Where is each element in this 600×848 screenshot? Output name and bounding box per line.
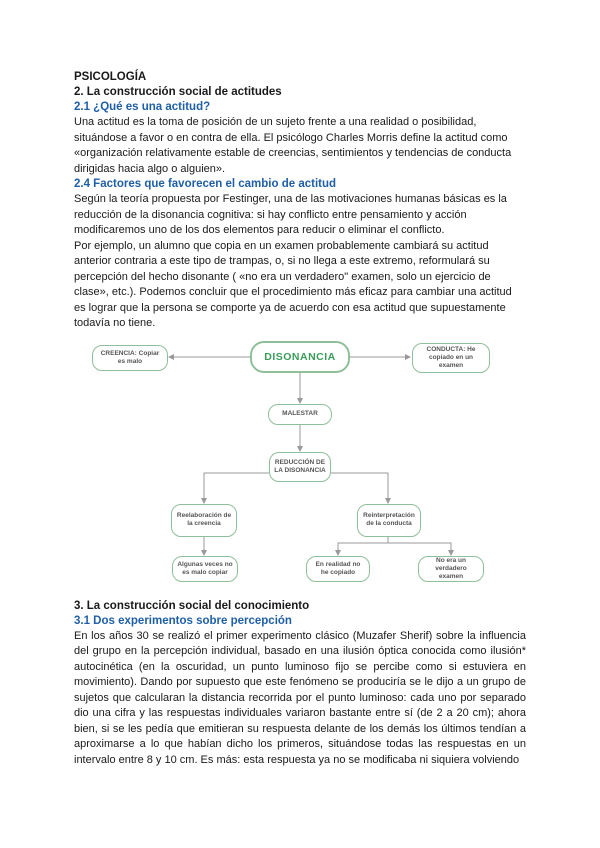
section-3-heading: 3. La construcción social del conocimiento [74,599,310,612]
creencia-box: CREENCIA: Copiar es malo [92,345,168,371]
arrow-to-en-realidad [338,537,388,555]
no-era-box: No era un verdadero examen [418,556,484,582]
reinterpretacion-box: Reinterpretación de la conducta [357,504,421,537]
document-title: PSICOLOGÍA [74,71,147,83]
en-realidad-box: En realidad no he copiado [306,556,370,582]
subsection-2-1-heading: 2.1 ¿Qué es una actitud? [74,101,211,113]
arrow-to-reinterpretacion [331,473,388,503]
arrow-to-reelaboracion [204,473,269,503]
paragraph-2-4-a: Según la teoría propuesta por Festinger, una de las motivaciones humanas básicas es la reducción de la disonancia cognitiva: si hay conflicto entre pensamiento y acción modificaremos uno de los dos elementos para reducir o eliminar el conflicto. [74,193,507,236]
subsection-3-1-heading: 3.1 Dos experimentos sobre percepción [74,614,292,627]
dissonance-diagram [74,341,526,591]
conducta-box: CONDUCTA: He copiado en un examen [412,343,490,373]
paragraph-2-4-b: Por ejemplo, un alumno que copia en un examen probablemente cambiará su actitud anterior contraria a este tipo de trampas, o, si no llega a este extremo, reformulará su percepción del hecho disonante ( «no era un verdadero" examen, solo un ejercicio de clase», etc.). Podemos concluir que el procedimiento más eficaz para cambiar una actitud es lograr que la persona se comporte ya de acuerdo con esa actitud que supuestamente todavía no tiene. [74,239,512,329]
paragraph-3-1: En los años 30 se realizó el primer experimento clásico (Muzafer Sherif) sobre la influencia del grupo en la percepción individual, basado en una ilusión óptica conocida como ilusión* autocinética (en la oscuridad, un punto luminoso fijo se percibe como si estuviera en movimiento). Dando por supuesto que este fenómeno se produciría se le dijo a un grupo de sujetos que calcularan la distancia recorrida por el punto luminoso: cada uno por separado dio una cifra y las respuestas individuales variaron bastante entre sí (de 2 a 20 cm); ahora bien, si se les pedía que emitieran su respuesta delante de los demás los últimos tendían a aproximarse a lo que habían dicho los primeros, situándose todas las respuestas en un intervalo entre 8 y 10 cm. Es más: esta respuesta ya no se modificaba ni siquiera volviendo [74,629,526,766]
paragraph-2-1: Una actitud es la toma de posición de un sujeto frente a una realidad o posibilidad, situándose a favor o en contra de ella. El psicólogo Charles Morris define la actitud como «organización relativamente estable de creencias, sentimientos y tendencias de conducta dirigidas hacia algo o alguien». [74,116,512,175]
section-2-heading: 2. La construcción social de actitudes [74,86,282,98]
reelaboracion-box: Reelaboración de la creencia [171,504,237,537]
subsection-2-4-heading: 2.4 Factores que favorecen el cambio de actitud [74,178,337,190]
malestar-box: MALESTAR [268,404,332,425]
document-page [74,70,526,768]
reduccion-box: REDUCCIÓN DE LA DISONANCIA [269,452,331,482]
arrow-to-no-era [388,537,451,555]
algunas-veces-box: Algunas veces no es malo copiar [172,556,238,582]
disonancia-box: DISONANCIA [250,341,350,373]
